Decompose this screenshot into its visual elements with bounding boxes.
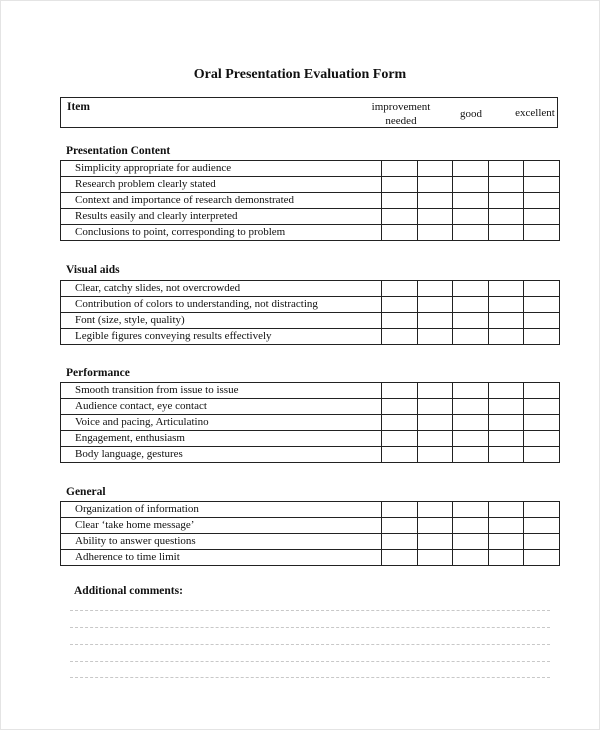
rating-cell[interactable] — [382, 383, 418, 399]
table-row — [61, 177, 560, 193]
rating-cell[interactable] — [417, 550, 453, 566]
rating-cell[interactable] — [453, 177, 489, 193]
rating-cell[interactable] — [524, 225, 560, 241]
section-title-visual-aids: Visual aids — [66, 264, 120, 276]
rating-cell[interactable] — [524, 447, 560, 463]
rating-cell[interactable] — [488, 518, 524, 534]
rating-cell[interactable] — [417, 518, 453, 534]
rating-cell[interactable] — [382, 225, 418, 241]
criterion-label: Legible figures conveying results effectively — [61, 329, 382, 345]
rating-cell[interactable] — [453, 415, 489, 431]
rating-cell[interactable] — [417, 415, 453, 431]
rating-cell[interactable] — [488, 313, 524, 329]
table-row — [61, 281, 560, 297]
rating-cell[interactable] — [524, 297, 560, 313]
rating-cell[interactable] — [453, 313, 489, 329]
criterion-label: Conclusions to point, corresponding to problem — [61, 225, 382, 241]
rating-cell[interactable] — [382, 518, 418, 534]
rating-cell[interactable] — [453, 329, 489, 345]
table-row — [61, 225, 560, 241]
rating-cell[interactable] — [417, 329, 453, 345]
section-table-visual-aids — [60, 280, 560, 345]
rating-cell[interactable] — [453, 518, 489, 534]
rating-cell[interactable] — [382, 502, 418, 518]
rating-cell[interactable] — [488, 193, 524, 209]
table-row — [61, 447, 560, 463]
table-row — [61, 502, 560, 518]
table-row — [61, 313, 560, 329]
rating-cell[interactable] — [488, 209, 524, 225]
rating-cell[interactable] — [382, 550, 418, 566]
criterion-label: Contribution of colors to understanding, not distracting — [61, 297, 382, 313]
criterion-label: Font (size, style, quality) — [61, 313, 382, 329]
header-item-label: Item — [67, 101, 90, 113]
rating-cell[interactable] — [417, 193, 453, 209]
rating-cell[interactable] — [488, 415, 524, 431]
criterion-label: Results easily and clearly interpreted — [61, 209, 382, 225]
criterion-label: Audience contact, eye contact — [61, 399, 382, 415]
criterion-label: Clear ‘take home message’ — [61, 518, 382, 534]
table-row — [61, 383, 560, 399]
criterion-label: Research problem clearly stated — [61, 177, 382, 193]
rating-cell[interactable] — [417, 313, 453, 329]
rating-cell[interactable] — [524, 534, 560, 550]
criterion-label: Engagement, enthusiasm — [61, 431, 382, 447]
rating-cell[interactable] — [453, 193, 489, 209]
table-row — [61, 518, 560, 534]
rating-cell[interactable] — [382, 534, 418, 550]
rating-cell[interactable] — [417, 161, 453, 177]
comment-line[interactable] — [70, 661, 550, 662]
rating-cell[interactable] — [488, 177, 524, 193]
section-title-performance: Performance — [66, 367, 130, 379]
rating-cell[interactable] — [382, 161, 418, 177]
table-row — [61, 550, 560, 566]
table-row — [61, 193, 560, 209]
criterion-label: Smooth transition from issue to issue — [61, 383, 382, 399]
rating-cell[interactable] — [453, 281, 489, 297]
table-row — [61, 329, 560, 345]
rating-cell[interactable] — [382, 399, 418, 415]
rating-cell[interactable] — [488, 329, 524, 345]
criterion-label: Context and importance of research demonstrated — [61, 193, 382, 209]
comment-line[interactable] — [70, 677, 550, 678]
rating-cell[interactable] — [488, 225, 524, 241]
rating-cell[interactable] — [453, 161, 489, 177]
rating-cell[interactable] — [488, 431, 524, 447]
rating-cell[interactable] — [488, 281, 524, 297]
rating-cell[interactable] — [382, 431, 418, 447]
table-row — [61, 209, 560, 225]
criterion-label: Adherence to time limit — [61, 550, 382, 566]
table-row — [61, 431, 560, 447]
rating-cell[interactable] — [417, 281, 453, 297]
rating-cell[interactable] — [417, 383, 453, 399]
rating-cell[interactable] — [524, 518, 560, 534]
rating-cell[interactable] — [524, 399, 560, 415]
rating-cell[interactable] — [382, 297, 418, 313]
rating-cell[interactable] — [417, 297, 453, 313]
table-row — [61, 297, 560, 313]
section-table-performance — [60, 382, 560, 463]
rating-cell[interactable] — [524, 193, 560, 209]
rating-cell[interactable] — [382, 193, 418, 209]
criterion-label: Body language, gestures — [61, 447, 382, 463]
table-header — [60, 97, 558, 128]
rating-cell[interactable] — [382, 313, 418, 329]
rating-cell[interactable] — [382, 281, 418, 297]
rating-cell[interactable] — [524, 209, 560, 225]
rating-cell[interactable] — [488, 399, 524, 415]
comment-line[interactable] — [70, 644, 550, 645]
rating-cell[interactable] — [524, 431, 560, 447]
criterion-label: Organization of information — [61, 502, 382, 518]
rating-cell[interactable] — [488, 502, 524, 518]
section-title-presentation-content: Presentation Content — [66, 145, 171, 157]
rating-cell[interactable] — [524, 383, 560, 399]
rating-cell[interactable] — [524, 177, 560, 193]
rating-cell[interactable] — [488, 534, 524, 550]
rating-cell[interactable] — [524, 313, 560, 329]
rating-cell[interactable] — [453, 209, 489, 225]
rating-cell[interactable] — [488, 447, 524, 463]
rating-cell[interactable] — [524, 161, 560, 177]
table-row — [61, 534, 560, 550]
rating-cell[interactable] — [453, 431, 489, 447]
rating-cell[interactable] — [417, 209, 453, 225]
rating-cell[interactable] — [417, 399, 453, 415]
table-row — [61, 399, 560, 415]
section-table-general — [60, 501, 560, 566]
criterion-label: Ability to answer questions — [61, 534, 382, 550]
rating-cell[interactable] — [382, 415, 418, 431]
rating-cell[interactable] — [524, 281, 560, 297]
rating-cell[interactable] — [524, 550, 560, 566]
rating-cell[interactable] — [453, 399, 489, 415]
additional-comments-title: Additional comments: — [74, 585, 183, 597]
header-good-label: good — [460, 108, 482, 120]
rating-cell[interactable] — [417, 534, 453, 550]
criterion-label: Voice and pacing, Articulatino — [61, 415, 382, 431]
header-improvement-label: improvement needed — [371, 101, 431, 127]
rating-cell[interactable] — [417, 177, 453, 193]
rating-cell[interactable] — [417, 431, 453, 447]
header-excellent-label: excellent — [515, 107, 555, 119]
rating-cell[interactable] — [417, 225, 453, 241]
rating-cell[interactable] — [382, 177, 418, 193]
rating-cell[interactable] — [524, 502, 560, 518]
rating-cell[interactable] — [453, 502, 489, 518]
rating-cell[interactable] — [453, 447, 489, 463]
rating-cell[interactable] — [453, 550, 489, 566]
rating-cell[interactable] — [524, 329, 560, 345]
form-title: Oral Presentation Evaluation Form — [193, 67, 407, 82]
section-title-general: General — [66, 486, 106, 498]
rating-cell[interactable] — [488, 297, 524, 313]
section-table-presentation-content — [60, 160, 560, 241]
rating-cell[interactable] — [382, 209, 418, 225]
comment-line[interactable] — [70, 610, 550, 611]
rating-cell[interactable] — [488, 161, 524, 177]
criterion-label: Simplicity appropriate for audience — [61, 161, 382, 177]
rating-cell[interactable] — [453, 383, 489, 399]
rating-cell[interactable] — [488, 550, 524, 566]
rating-cell[interactable] — [488, 383, 524, 399]
criterion-label: Clear, catchy slides, not overcrowded — [61, 281, 382, 297]
rating-cell[interactable] — [453, 225, 489, 241]
table-row — [61, 161, 560, 177]
rating-cell[interactable] — [417, 447, 453, 463]
rating-cell[interactable] — [453, 534, 489, 550]
comment-line[interactable] — [70, 627, 550, 628]
rating-cell[interactable] — [382, 329, 418, 345]
rating-cell[interactable] — [382, 447, 418, 463]
rating-cell[interactable] — [417, 502, 453, 518]
table-row — [61, 415, 560, 431]
rating-cell[interactable] — [453, 297, 489, 313]
rating-cell[interactable] — [524, 415, 560, 431]
